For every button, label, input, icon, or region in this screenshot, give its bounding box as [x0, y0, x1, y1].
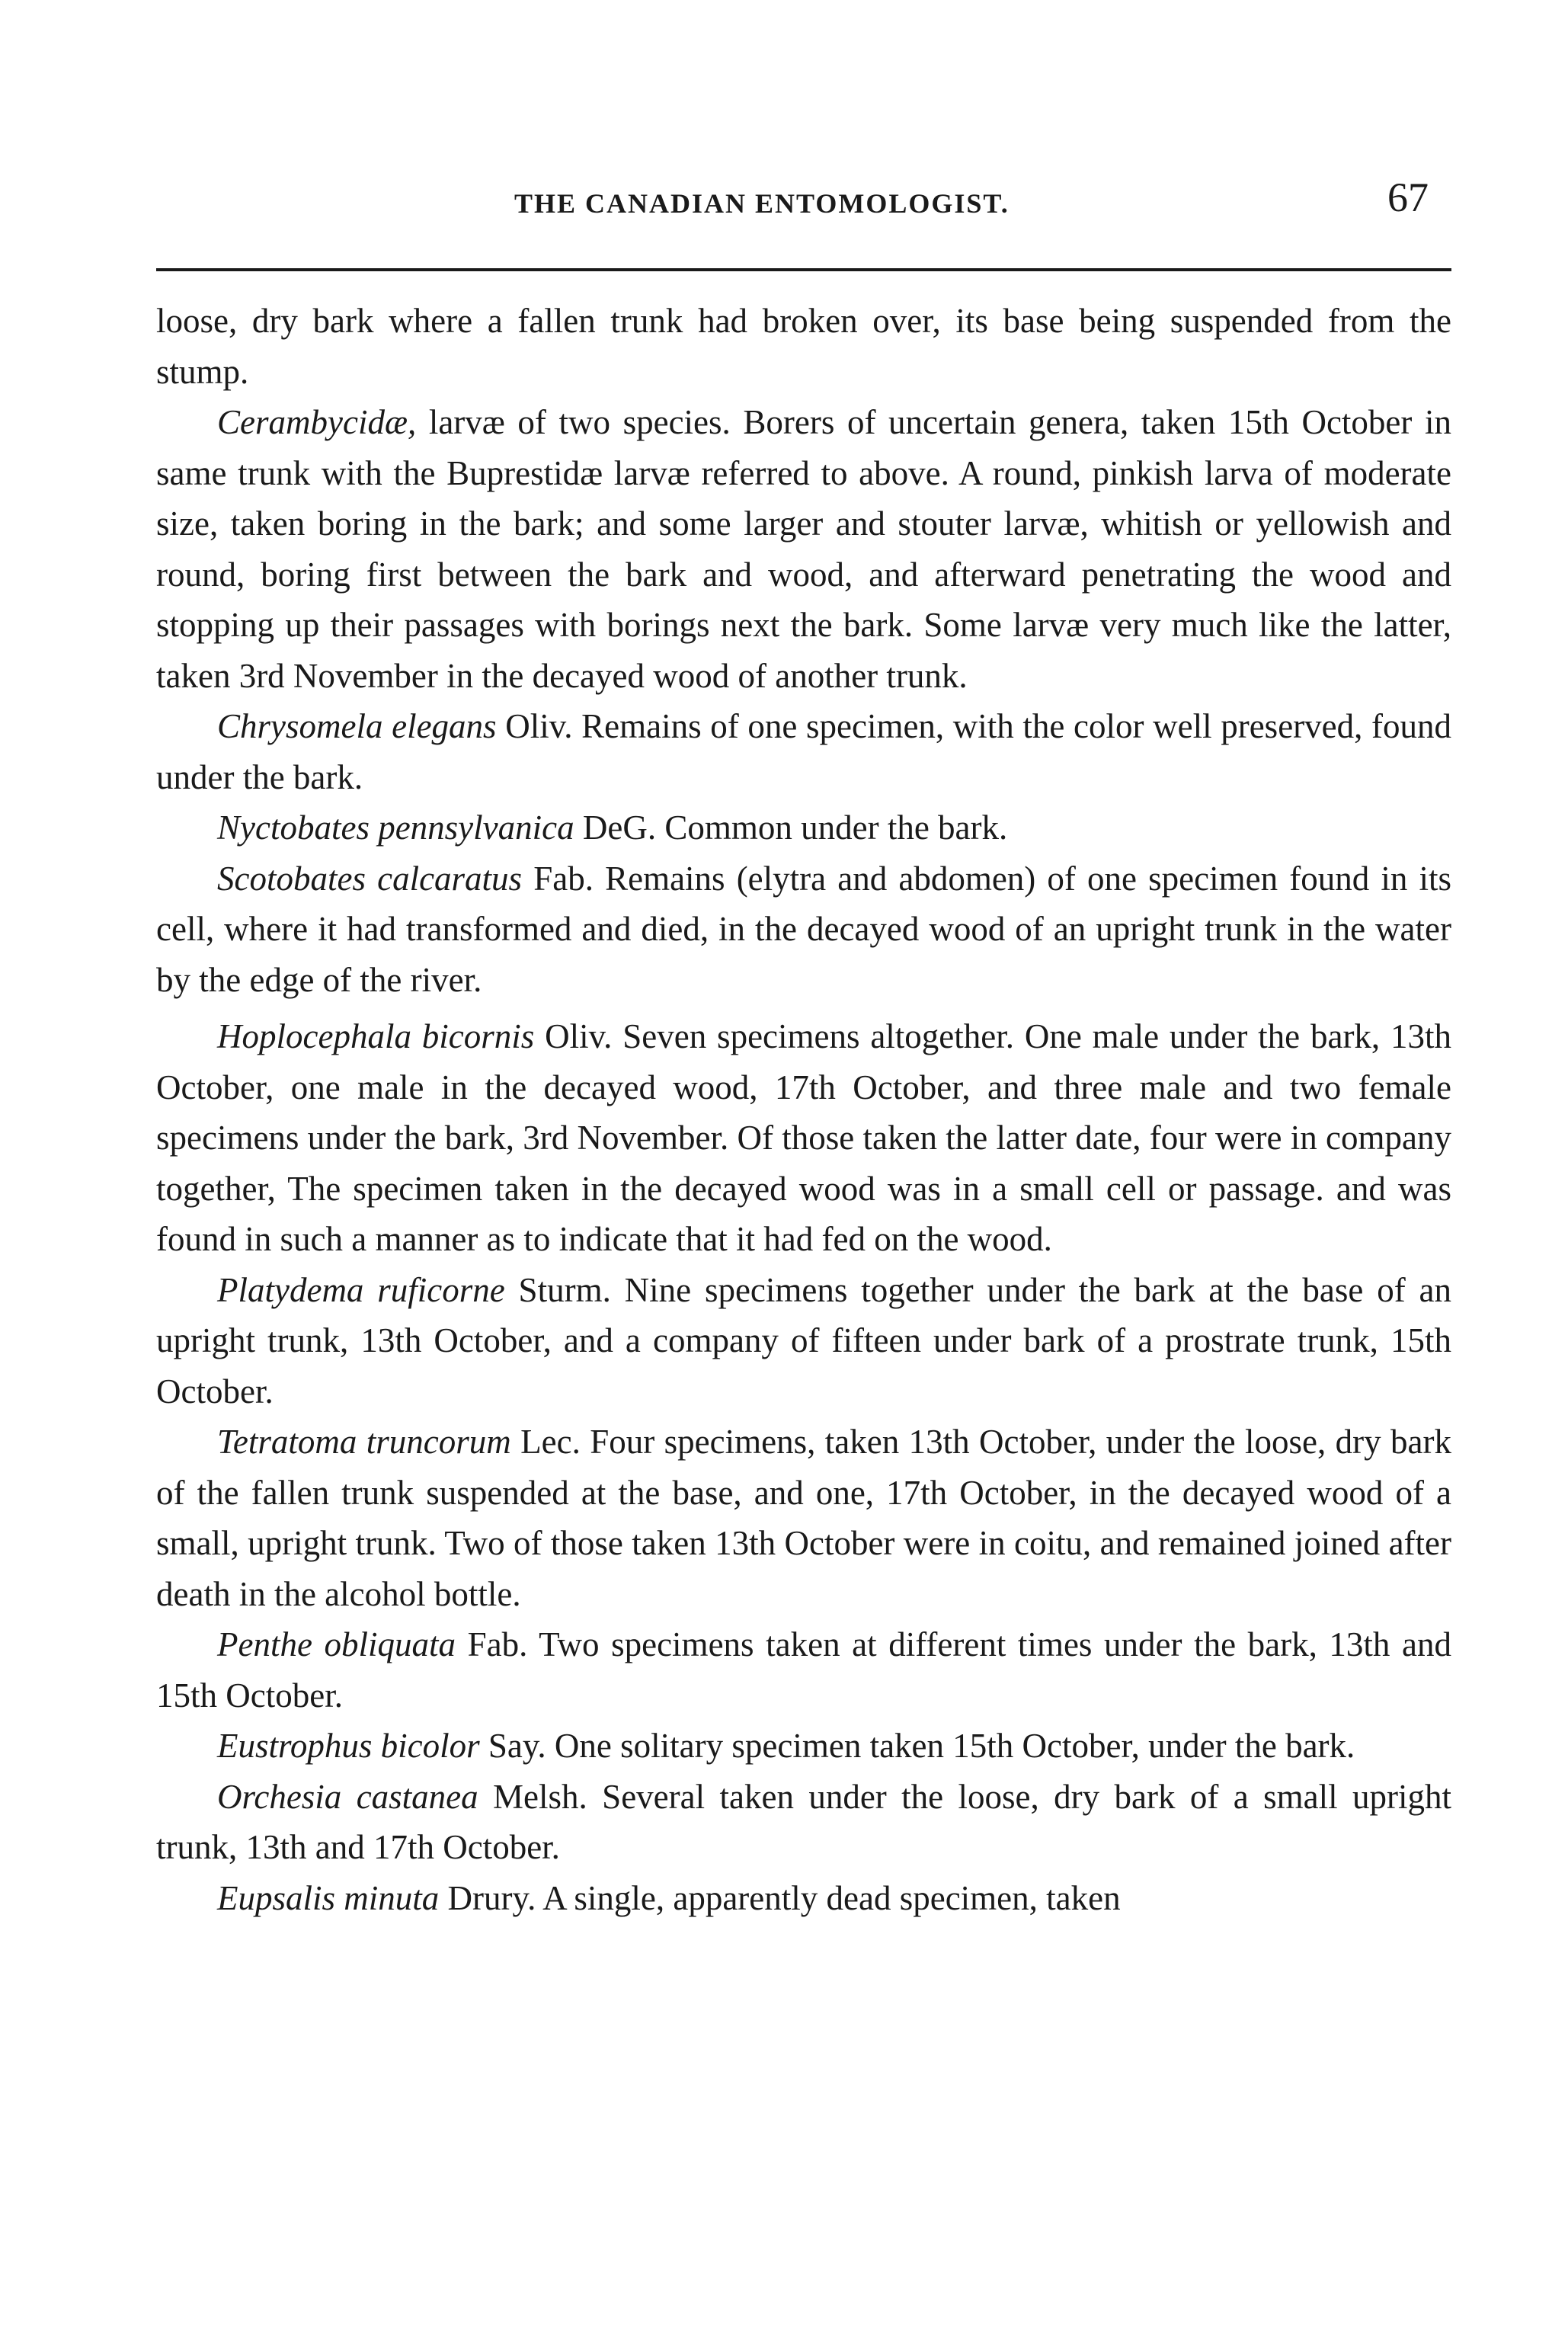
page-header	[156, 174, 1451, 227]
paragraph	[156, 1721, 1451, 1772]
paragraph-text: Say. One solitary specimen taken 15th October, under the bark.	[479, 1727, 1355, 1765]
taxon-name: Eupsalis minuta	[217, 1878, 440, 1917]
taxon-name: Cerambycidæ,	[217, 403, 417, 441]
paragraph-text: Lec. Four specimens, taken 13th October, under the loose, dry bark of the fallen trunk suspended at the base, and one, 17th October, in the decayed wood of a small, upright trunk. Two of those taken 13th October were in coitu, and remained joined after death in the alcohol bottle.	[156, 1423, 1451, 1613]
paragraph	[156, 1772, 1451, 1873]
taxon-name: Platydema ruficorne	[217, 1270, 505, 1309]
paragraph-text: Fab. Remains (elytra and abdomen) of one specimen found in its cell, where it had transformed and died, in the decayed wood of an upright trunk in the water by the edge of the river.	[156, 859, 1451, 999]
paragraph	[156, 701, 1451, 802]
paragraph-text: Drury. A single, apparently dead specimen, taken	[439, 1878, 1121, 1917]
taxon-name: Nyctobates pennsylvanica	[217, 808, 574, 847]
header-rule	[156, 268, 1451, 271]
paragraph-text: larvæ of two species. Borers of uncertain genera, taken 15th October in same trunk with the Buprestidæ larvæ referred to above. A round, pinkish larva of moderate size, taken boring in the bark; and some larger and stouter larvæ, whitish or yellowish and round, boring first between the bark and wood, and afterward penetrating the wood and stopping up their passages with borings next the bark. Some larvæ very much like the latter, taken 3rd November in the decayed wood of another trunk.	[156, 403, 1451, 695]
paragraph-text: Sturm. Nine specimens together under the bark at the base of an upright trunk, 13th October, and a company of fifteen under bark of a prostrate trunk, 15th October.	[156, 1270, 1451, 1410]
taxon-name: Penthe obliquata	[217, 1625, 456, 1663]
paragraph	[156, 853, 1451, 1006]
paragraph-text: Melsh. Several taken under the loose, dry bark of a small upright trunk, 13th and 17th October.	[156, 1777, 1451, 1866]
page-number: 67	[1387, 174, 1429, 220]
paragraph	[156, 397, 1451, 701]
paragraph	[156, 1011, 1451, 1265]
paragraph-text: Oliv. Remains of one specimen, with the color well preserved, found under the bark.	[156, 707, 1451, 796]
paragraph-text: DeG. Common under the bark.	[574, 808, 1008, 847]
paragraph	[156, 1417, 1451, 1619]
taxon-name: Orchesia castanea	[217, 1777, 478, 1816]
running-title: THE CANADIAN ENTOMOLOGIST.	[514, 188, 1010, 219]
taxon-name: Tetratoma truncorum	[217, 1423, 511, 1461]
paragraph	[156, 1619, 1451, 1721]
taxon-name: Chrysomela elegans	[217, 707, 497, 745]
body-text	[156, 296, 1451, 1923]
paragraph-text: Oliv. Seven specimens altogether. One male under the bark, 13th October, one male in the decayed wood, 17th October, and three male and two female specimens under the bark, 3rd November. Of those taken the latter date, four were in company together, The specimen taken in the decayed wood was in a small cell or passage. and was found in such a manner as to indicate that it had fed on the wood.	[156, 1017, 1452, 1258]
paragraph	[156, 296, 1451, 397]
paragraph-text: loose, dry bark where a fallen trunk had broken over, its base being suspended from the stump.	[156, 302, 1451, 391]
taxon-name: Eustrophus bicolor	[217, 1727, 480, 1765]
taxon-name: Hoplocephala bicornis	[217, 1017, 535, 1055]
paragraph-text: Fab. Two specimens taken at different times under the bark, 13th and 15th October.	[156, 1625, 1452, 1714]
paragraph	[156, 1873, 1451, 1924]
taxon-name: Scotobates calcaratus	[217, 859, 523, 898]
paragraph	[156, 802, 1451, 853]
paragraph	[156, 1265, 1451, 1417]
